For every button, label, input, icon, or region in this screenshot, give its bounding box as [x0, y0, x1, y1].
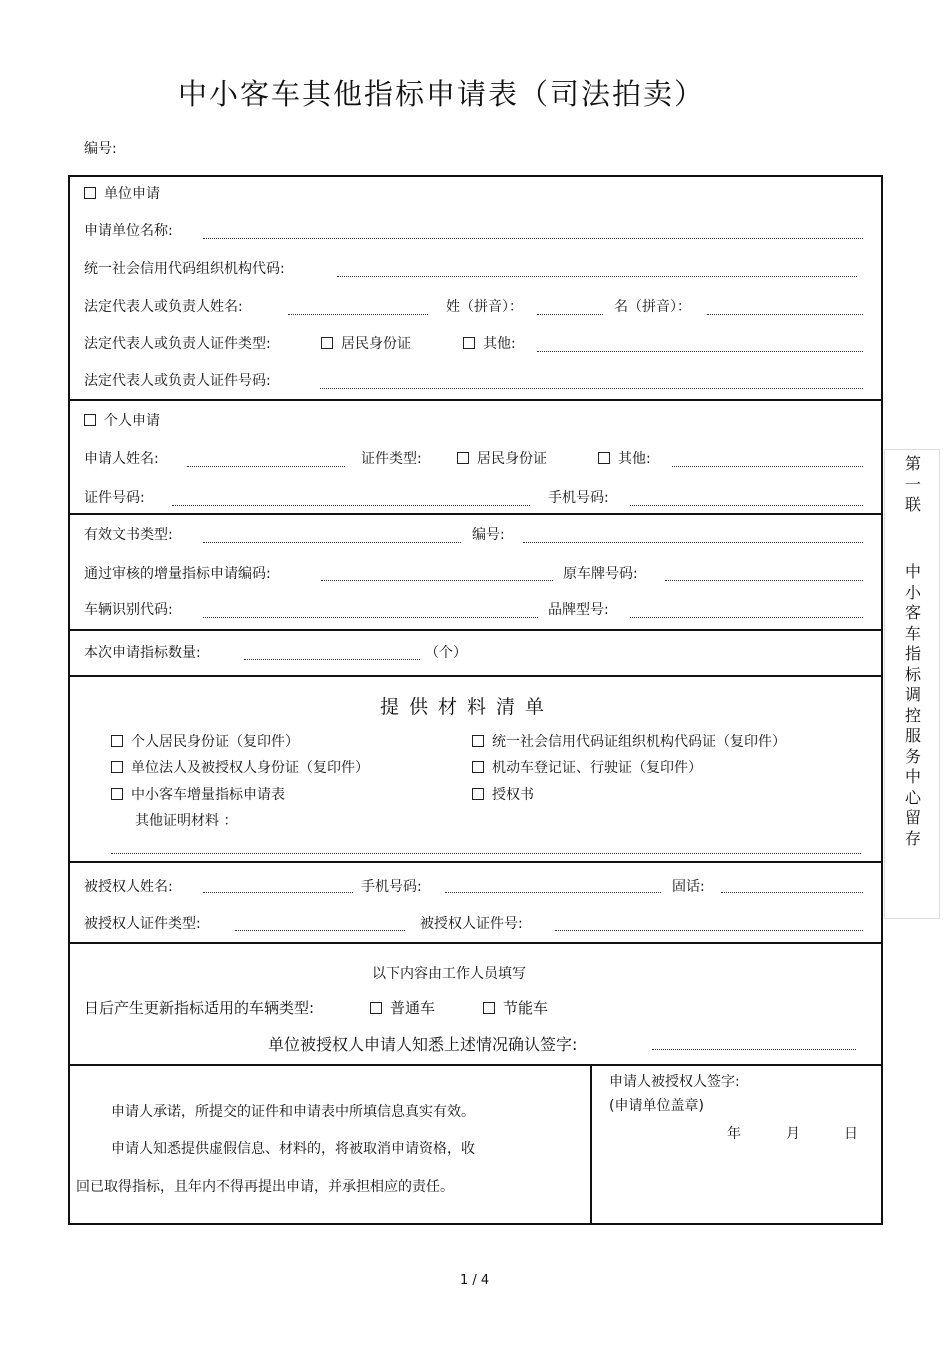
doc-type-field[interactable] [203, 542, 461, 543]
authorized-id-number-label: 被授权人证件号: [420, 916, 523, 932]
id-resident-option[interactable]: 居民身份证 [457, 448, 547, 468]
doc-no-field[interactable] [523, 542, 863, 543]
doc-number-label: 编号: [84, 141, 117, 157]
date-year: 年 [727, 1126, 741, 1142]
side-note [884, 449, 940, 919]
material-item[interactable]: 统一社会信用代码证组织机构代码证（复印件） [472, 731, 786, 751]
page-indicator: 1 / 4 [460, 1273, 490, 1288]
rep-id-type-label: 法定代表人或负责人证件类型: [84, 336, 271, 352]
signature-label: 申请人被授权人签字: [609, 1074, 740, 1090]
declaration-line-2: 申请人知悉提供虚假信息、材料的，将被取消申请资格，收 [111, 1141, 475, 1157]
applicant-name-field[interactable] [187, 466, 345, 467]
rep-name-field[interactable] [288, 314, 428, 315]
phone-field[interactable] [630, 505, 863, 506]
declaration-line-1: 申请人承诺，所提交的证件和申请表中所填信息真实有效。 [111, 1104, 475, 1120]
credit-code-label: 统一社会信用代码组织机构代码: [84, 261, 285, 277]
authorized-id-type-label: 被授权人证件类型: [84, 916, 201, 932]
checkbox[interactable] [111, 735, 123, 747]
checkbox[interactable] [598, 452, 610, 464]
given-name-pinyin-label: 名（拼音）： [614, 299, 691, 315]
side-note-retention: 中 小 客 车 指 标 调 控 服 务 中 心 留 存 [904, 562, 921, 848]
plate-label: 原车牌号码: [563, 566, 638, 582]
unit-application-option[interactable]: 单位申请 [84, 183, 160, 203]
checkbox[interactable] [457, 452, 469, 464]
personal-application-option[interactable]: 个人申请 [84, 410, 160, 430]
vehicle-type-label: 日后产生更新指标适用的车辆类型: [84, 999, 315, 1017]
checkbox[interactable] [463, 337, 475, 349]
authorized-id-type-field[interactable] [235, 930, 405, 931]
id-other-field[interactable] [672, 466, 863, 467]
staff-section-header: 以下内容由工作人员填写 [372, 966, 526, 982]
divider [68, 675, 883, 677]
rep-id-other-option[interactable]: 其他: [463, 333, 516, 353]
authorized-phone-field[interactable] [445, 892, 661, 893]
phone-label: 手机号码: [548, 490, 609, 506]
authorized-phone-label: 手机号码: [361, 879, 422, 895]
authorized-name-label: 被授权人姓名: [84, 879, 173, 895]
date-month: 月 [786, 1126, 800, 1142]
vertical-divider [590, 1064, 592, 1224]
rep-id-resident-option[interactable]: 居民身份证 [321, 333, 411, 353]
model-label: 品牌型号: [548, 602, 609, 618]
model-field[interactable] [630, 617, 863, 618]
seal-label: (申请单位盖章) [609, 1098, 704, 1114]
rep-id-number-field[interactable] [320, 388, 863, 389]
confirm-signature-label: 单位被授权人申请人知悉上述情况确认签字: [268, 1035, 578, 1054]
unit-name-field[interactable] [203, 238, 863, 239]
vin-label: 车辆识别代码: [84, 602, 173, 618]
checkbox[interactable] [111, 761, 123, 773]
vehicle-type-normal-option[interactable]: 普通车 [370, 997, 435, 1018]
surname-pinyin-field[interactable] [537, 314, 603, 315]
checkbox[interactable] [370, 1002, 382, 1014]
material-item[interactable]: 中小客车增量指标申请表 [111, 784, 285, 804]
surname-pinyin-label: 姓（拼音）： [446, 299, 523, 315]
rep-name-label: 法定代表人或负责人姓名: [84, 299, 243, 315]
doc-no-label: 编号: [472, 527, 505, 543]
divider [68, 942, 883, 944]
vin-field[interactable] [203, 617, 538, 618]
quantity-unit: （个） [425, 645, 467, 661]
quantity-field[interactable] [244, 659, 420, 660]
checkbox[interactable] [84, 187, 96, 199]
doc-type-label: 有效文书类型: [84, 527, 173, 543]
page-title: 中小客车其他指标申请表（司法拍卖） [178, 77, 706, 111]
applicant-name-label: 申请人姓名: [84, 451, 159, 467]
authorized-id-number-field[interactable] [555, 930, 863, 931]
plate-field[interactable] [665, 580, 863, 581]
checkbox[interactable] [483, 1002, 495, 1014]
approved-code-field[interactable] [321, 580, 553, 581]
divider [68, 861, 883, 863]
quantity-label: 本次申请指标数量: [84, 645, 201, 661]
unit-name-label: 申请单位名称: [84, 223, 173, 239]
id-type-label: 证件类型: [361, 451, 422, 467]
side-note-copy-label: 第 一 联 [904, 454, 921, 514]
divider [68, 399, 883, 401]
vehicle-type-energy-option[interactable]: 节能车 [483, 997, 548, 1018]
material-item[interactable]: 个人居民身份证（复印件） [111, 731, 299, 751]
id-number-label: 证件号码: [84, 490, 145, 506]
declaration-line-3: 回已取得指标，且年内不得再提出申请，并承担相应的责任。 [76, 1179, 454, 1195]
rep-id-number-label: 法定代表人或负责人证件号码: [84, 373, 271, 389]
id-number-field[interactable] [172, 505, 530, 506]
checkbox[interactable] [472, 788, 484, 800]
other-materials-label: 其他证明材料 ： [135, 813, 238, 829]
divider [68, 513, 883, 515]
approved-code-label: 通过审核的增量指标申请编码: [84, 566, 271, 582]
checkbox[interactable] [111, 788, 123, 800]
divider [68, 629, 883, 631]
checkbox[interactable] [472, 761, 484, 773]
date-day: 日 [844, 1126, 858, 1142]
confirm-signature-field[interactable] [652, 1049, 856, 1050]
given-name-pinyin-field[interactable] [707, 314, 863, 315]
checkbox[interactable] [472, 735, 484, 747]
material-item[interactable]: 机动车登记证、行驶证（复印件） [472, 757, 702, 777]
material-item[interactable]: 单位法人及被授权人身份证（复印件） [111, 757, 369, 777]
checkbox[interactable] [321, 337, 333, 349]
landline-field[interactable] [721, 892, 863, 893]
checkbox[interactable] [84, 414, 96, 426]
credit-code-field[interactable] [337, 276, 857, 277]
authorized-name-field[interactable] [203, 892, 353, 893]
id-other-option[interactable]: 其他: [598, 448, 651, 468]
rep-id-other-field[interactable] [537, 351, 863, 352]
landline-label: 固话: [672, 879, 705, 895]
divider [68, 1064, 883, 1066]
materials-title: 提供材料清单 [380, 696, 555, 718]
other-materials-field[interactable] [111, 853, 861, 854]
material-item[interactable]: 授权书 [472, 784, 534, 804]
